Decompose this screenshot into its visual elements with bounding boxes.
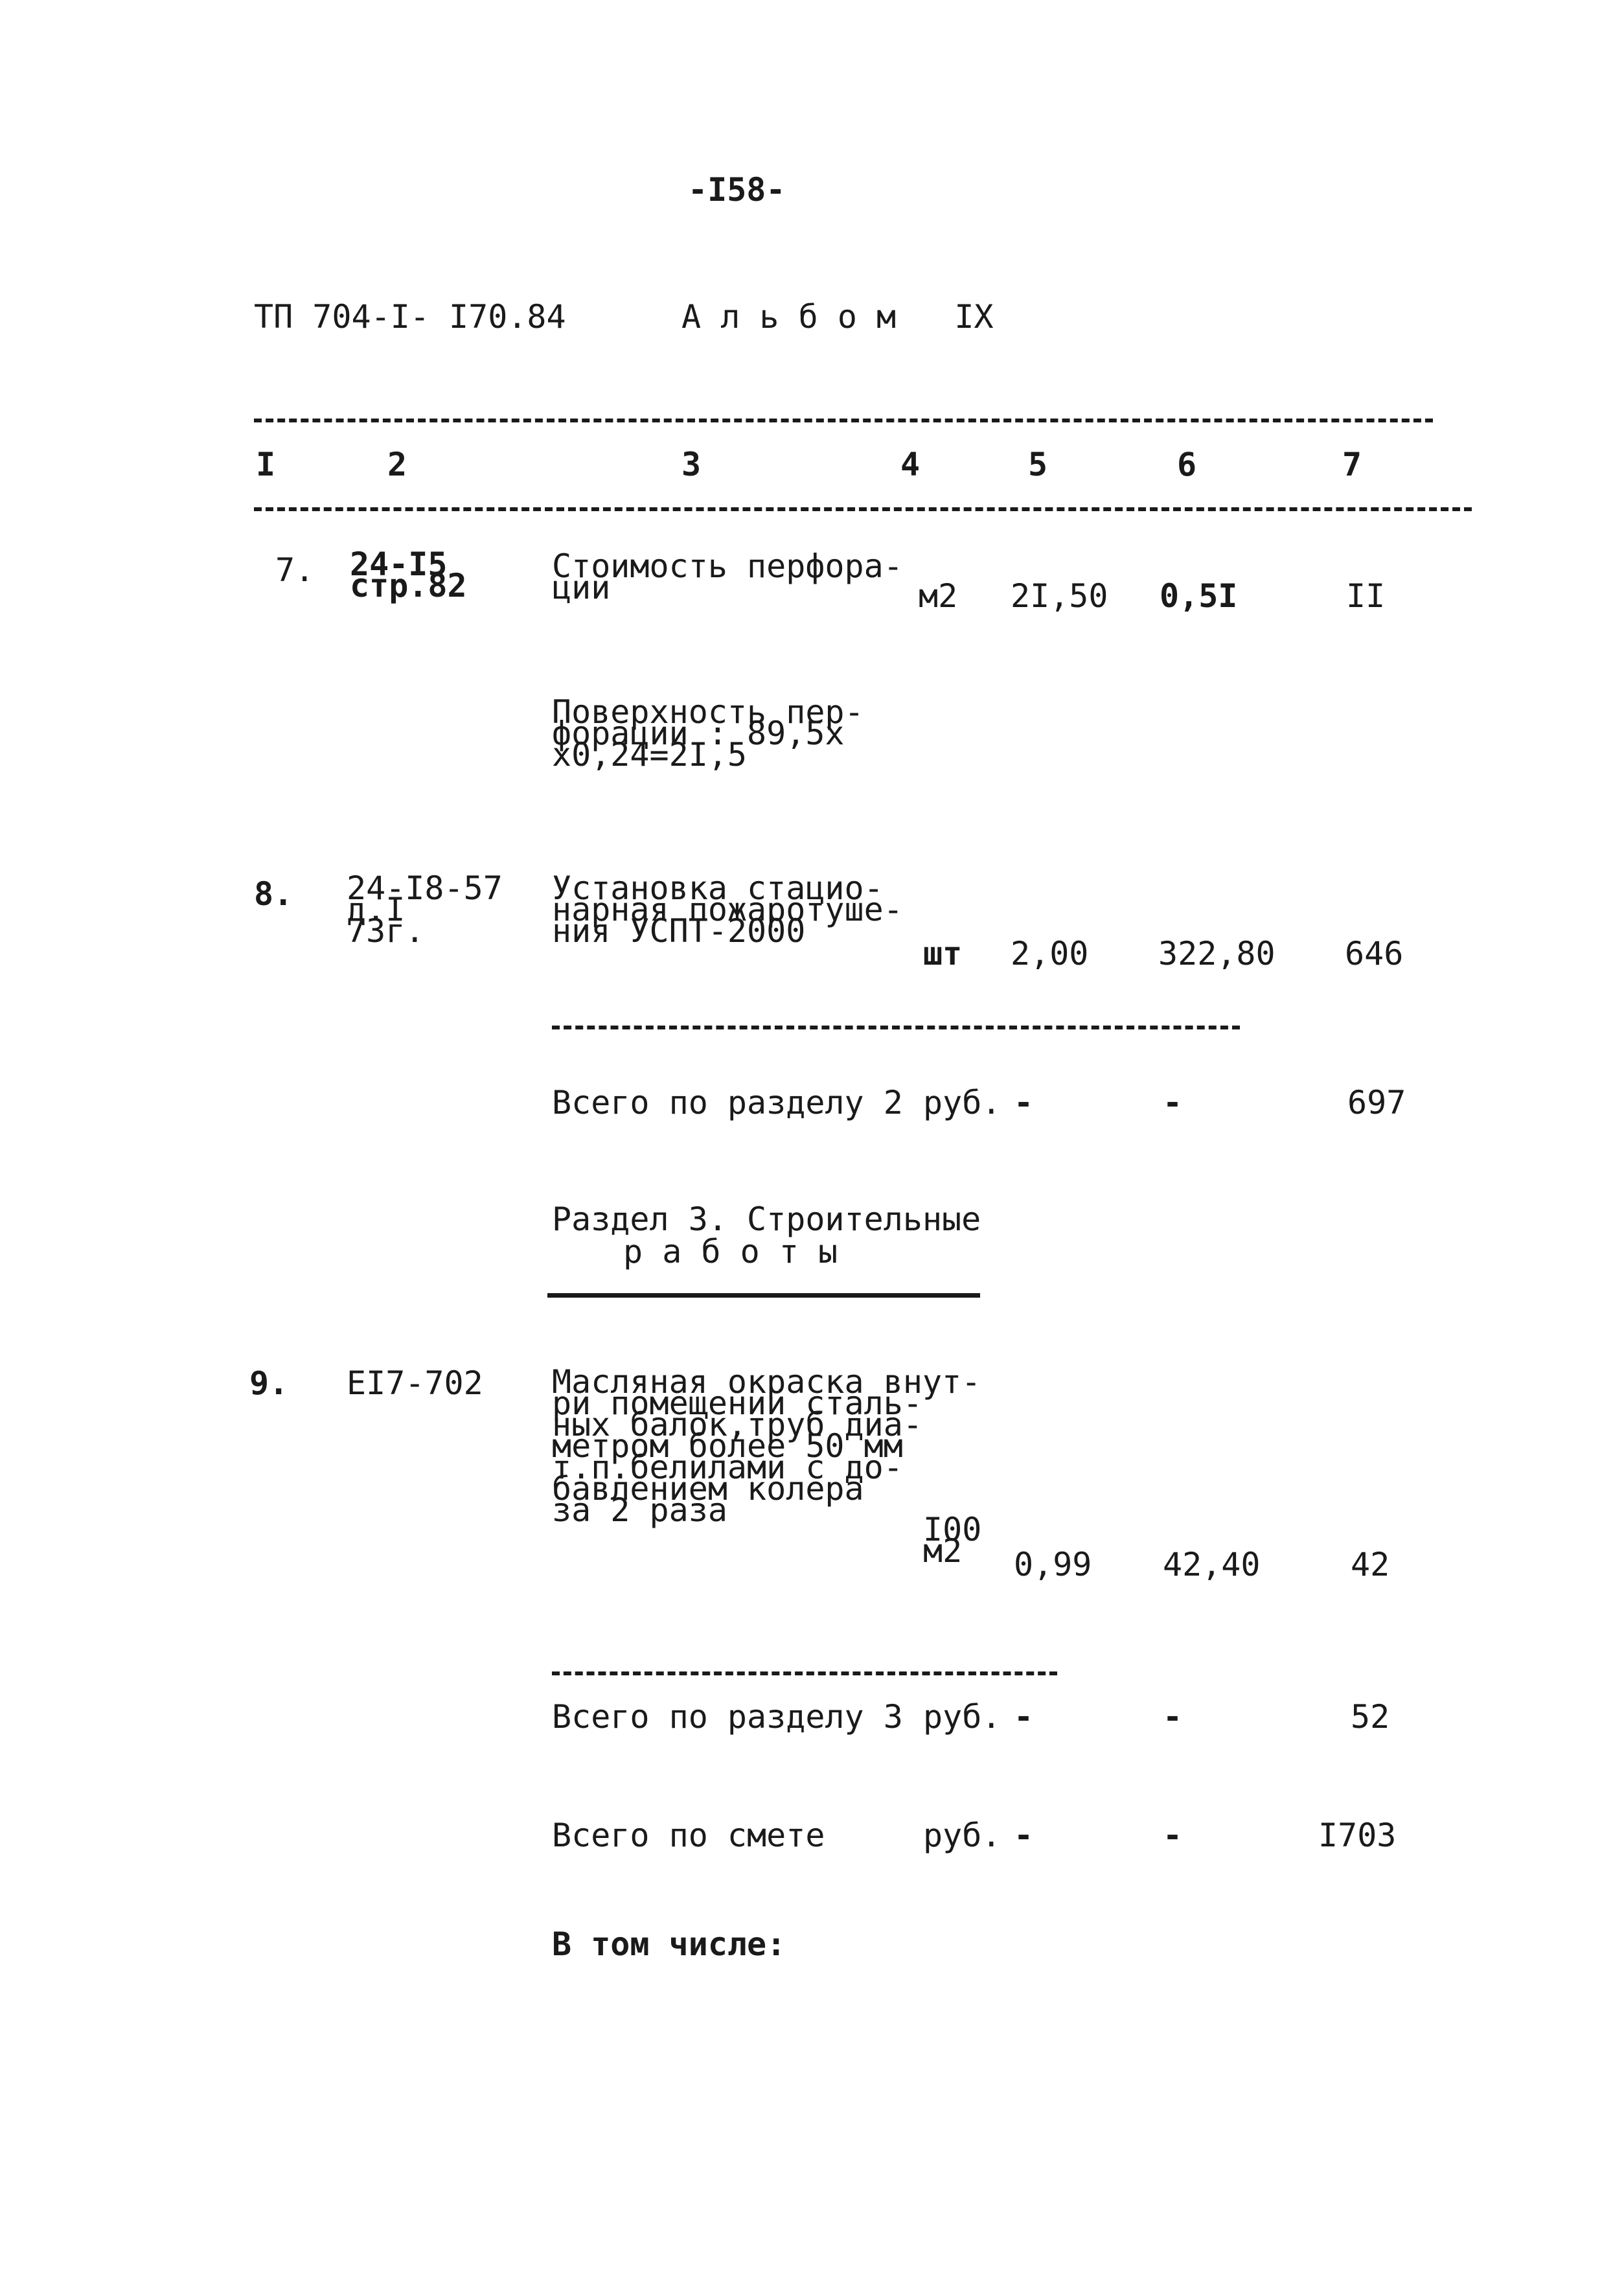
subtotal-total: 697 <box>1347 1084 1406 1121</box>
row-unit: I00 м2 <box>923 1511 982 1570</box>
page-number: -I58- <box>688 171 786 209</box>
row-number: 7. <box>275 551 315 589</box>
subtotal-quantity: - <box>1014 1698 1034 1736</box>
section-underline <box>547 1293 980 1298</box>
subtotal-unit-price: - <box>1163 1698 1183 1736</box>
subtotal-total: 52 <box>1351 1698 1390 1736</box>
column-header-7: 7 <box>1342 446 1362 483</box>
row-description: Масляная окраска внут- ри помещений сталь- ных балок,труб диа- метром более 50 мм т.п.белилами с до- бавлением колера за 2 раза <box>552 1363 981 1529</box>
row-reference: 24-I8-57 д.I 73г. <box>347 869 503 950</box>
section-title: Раздел 3. Строительные <box>552 1200 981 1238</box>
row-unit-price: 0,5I <box>1160 577 1238 615</box>
grand-total-unit: руб. <box>923 1817 1001 1854</box>
row-note: Поверхность пер- форации : 89,5х х0,24=2I,5 <box>552 693 864 774</box>
row-total: II <box>1346 577 1386 615</box>
grand-total-label: Всего по смете <box>552 1817 825 1854</box>
row-reference: ЕI7-702 <box>347 1364 483 1402</box>
subtotal-quantity: - <box>1014 1084 1034 1121</box>
subtotal-rule <box>552 1026 1240 1029</box>
row-description: Стоимость перфора- ции <box>552 547 903 606</box>
column-header-1: I <box>256 446 276 483</box>
row-number: 8. <box>254 875 293 913</box>
footer-note: В том числе: <box>552 1925 786 1963</box>
subtotal-unit-price: - <box>1163 1084 1183 1121</box>
row-quantity: 2,00 <box>1011 935 1089 972</box>
column-header-5: 5 <box>1028 446 1048 483</box>
column-header-6: 6 <box>1177 446 1197 483</box>
row-unit-price: 42,40 <box>1163 1546 1261 1583</box>
row-quantity: 2I,50 <box>1011 577 1108 615</box>
row-total: 42 <box>1351 1546 1390 1583</box>
row-total: 646 <box>1345 935 1404 972</box>
column-header-2: 2 <box>387 446 407 483</box>
document-code: ТП 704-I- I70.84 <box>254 298 566 336</box>
subtotal-label: Всего по разделу 3 <box>552 1698 903 1736</box>
row-unit: м2 <box>919 577 958 615</box>
row-quantity: 0,99 <box>1014 1546 1092 1583</box>
row-unit-price: 322,80 <box>1158 935 1275 972</box>
column-header-3: 3 <box>681 446 702 483</box>
subtotal-unit: руб. <box>923 1698 1001 1736</box>
header-bottom-rule <box>254 507 1472 511</box>
row-reference: 24-I5 стр.82 <box>350 545 467 604</box>
row-description: Установка стацио- нарная пожаротуше- ния УСПТ-2000 <box>552 869 903 950</box>
grand-total-unit-price: - <box>1163 1817 1183 1854</box>
subtotal-rule <box>552 1671 1057 1675</box>
column-header-4: 4 <box>900 446 921 483</box>
album-label: А л ь б о м IX <box>681 298 994 336</box>
row-number: 9. <box>249 1364 289 1402</box>
grand-total-value: I703 <box>1318 1817 1397 1854</box>
row-unit: шт <box>923 935 963 972</box>
table-top-rule <box>254 419 1433 422</box>
subtotal-label: Всего по разделу 2 <box>552 1084 903 1121</box>
section-subtitle: р а б о т ы <box>623 1233 838 1270</box>
grand-total-quantity: - <box>1014 1817 1034 1854</box>
subtotal-unit: руб. <box>923 1084 1001 1121</box>
